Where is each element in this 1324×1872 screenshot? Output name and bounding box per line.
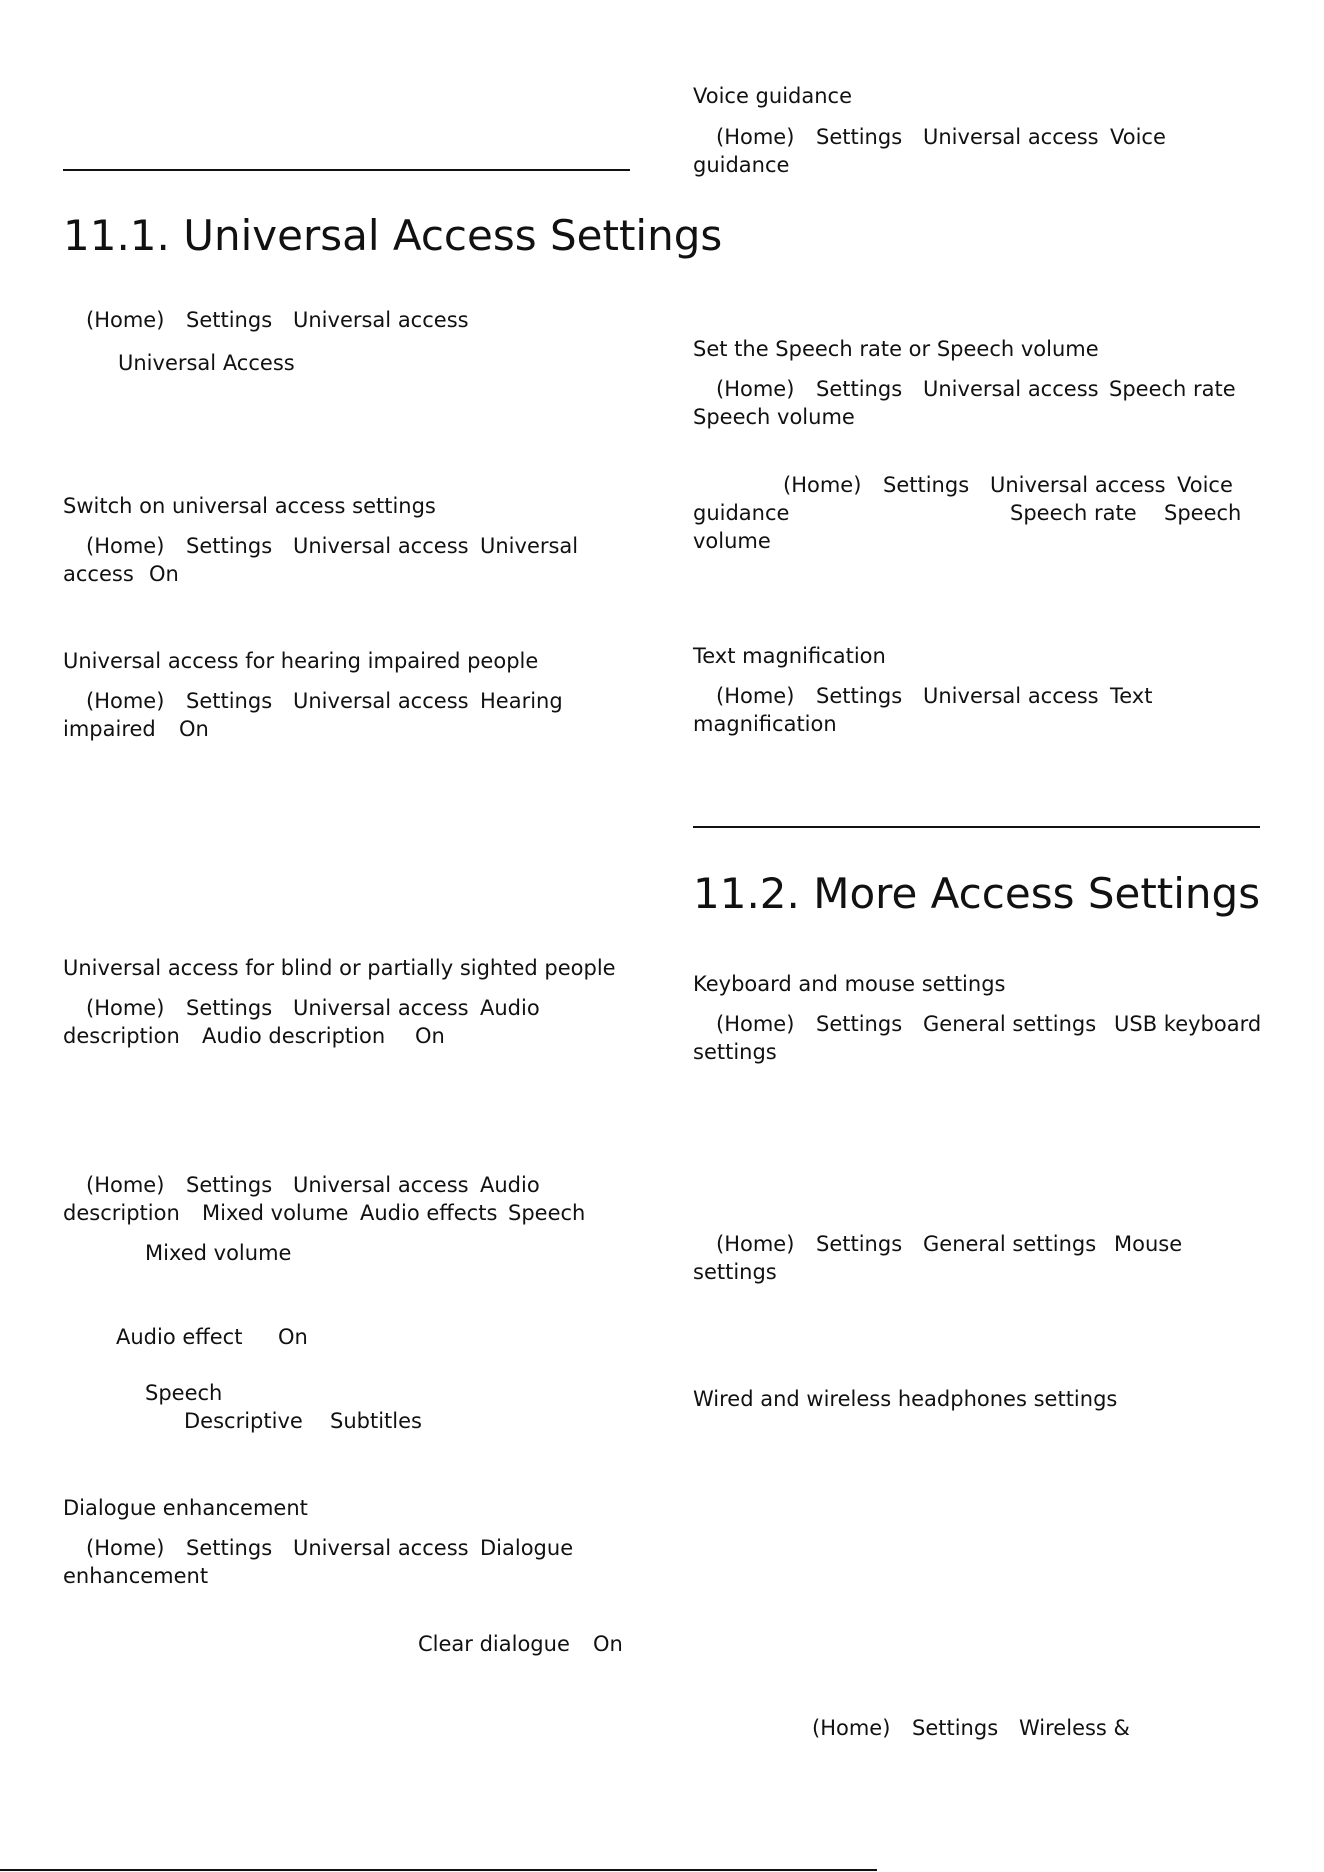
path-universal-access: Universal access (293, 1536, 469, 1560)
path-settings: Settings (816, 1232, 903, 1256)
path-home: (Home) (86, 1536, 165, 1560)
path-home: (Home) (716, 1232, 795, 1256)
path-guidance: guidance (693, 501, 790, 525)
section-title-universal-access: 11.1. Universal Access Settings (63, 211, 723, 260)
path-settings: Settings (186, 689, 273, 713)
path-settings: Settings (186, 308, 273, 332)
path-settings: Settings (186, 1173, 273, 1197)
path-universal-access: Universal access (923, 684, 1099, 708)
heading-hearing-impaired: Universal access for hearing impaired people (63, 649, 539, 673)
path-enhancement: enhancement (63, 1564, 209, 1588)
mixed-volume-label: Mixed volume (145, 1241, 292, 1265)
path-dialogue: Dialogue (480, 1536, 574, 1560)
path-universal-access: Universal access (293, 1173, 469, 1197)
path-on: On (179, 717, 209, 741)
heading-blind: Universal access for blind or partially sighted people (63, 956, 616, 980)
path-general-settings: General settings (923, 1232, 1097, 1256)
path-speech: Speech (508, 1201, 586, 1225)
path-on: On (149, 562, 179, 586)
path-usb-keyboard: USB keyboard (1114, 1012, 1262, 1036)
path-universal-access: Universal access (923, 125, 1099, 149)
path-voice: Voice (1110, 125, 1166, 149)
path-home: (Home) (86, 689, 165, 713)
path-settings: Settings (816, 125, 903, 149)
path-mouse: Mouse (1114, 1232, 1183, 1256)
clear-dialogue-label: Clear dialogue (418, 1632, 570, 1656)
heading-dialogue-enhancement: Dialogue enhancement (63, 1496, 308, 1520)
path-settings-word: settings (693, 1260, 777, 1284)
path-speech-rate: Speech rate (1109, 377, 1236, 401)
heading-keyboard-mouse: Keyboard and mouse settings (693, 972, 1006, 996)
path-speech-volume: Speech volume (693, 405, 855, 429)
path-home: (Home) (716, 684, 795, 708)
path-volume: volume (693, 529, 771, 553)
path-mixed-volume: Mixed volume (202, 1201, 349, 1225)
audio-effect-label: Audio effect (116, 1325, 243, 1349)
subtitles-label: Subtitles (330, 1409, 422, 1433)
path-wireless: Wireless & (1019, 1716, 1130, 1740)
path-settings-word: settings (693, 1040, 777, 1064)
path-universal-access: Universal access (923, 377, 1099, 401)
clear-dialogue-on: On (593, 1632, 623, 1656)
heading-text-magnification: Text magnification (693, 644, 886, 668)
path-text: Text (1110, 684, 1153, 708)
path-audio-description: Audio description (202, 1024, 386, 1048)
descriptive-label: Descriptive (184, 1409, 303, 1433)
path-hearing: Hearing (480, 689, 563, 713)
path-home: (Home) (86, 534, 165, 558)
path-home: (Home) (716, 1012, 795, 1036)
path-universal-access: Universal access (293, 534, 469, 558)
path-voice: Voice (1177, 473, 1233, 497)
path-audio: Audio (480, 996, 540, 1020)
path-universal-access: Universal access (293, 996, 469, 1020)
path-home: (Home) (716, 377, 795, 401)
path-home: (Home) (812, 1716, 891, 1740)
path-universal-access: Universal access (293, 689, 469, 713)
footer-rule (0, 1869, 877, 1871)
path-settings: Settings (816, 377, 903, 401)
heading-speech-rate: Set the Speech rate or Speech volume (693, 337, 1099, 361)
path-settings: Settings (816, 684, 903, 708)
path-home: (Home) (86, 996, 165, 1020)
path-speech: Speech (1164, 501, 1242, 525)
path-audio-effects: Audio effects (360, 1201, 498, 1225)
path-speech-rate: Speech rate (1010, 501, 1137, 525)
path-settings: Settings (186, 996, 273, 1020)
path-guidance: guidance (693, 153, 790, 177)
path-general-settings: General settings (923, 1012, 1097, 1036)
path-home: (Home) (86, 308, 165, 332)
path-settings: Settings (186, 1536, 273, 1560)
path-settings: Settings (912, 1716, 999, 1740)
heading-voice-guidance: Voice guidance (693, 84, 853, 108)
path-audio: Audio (480, 1173, 540, 1197)
section-rule-right (693, 826, 1260, 828)
path-universal-access: Universal access (990, 473, 1166, 497)
universal-access-label: Universal Access (118, 351, 295, 375)
heading-switch-on: Switch on universal access settings (63, 494, 436, 518)
section-rule-left (63, 169, 630, 171)
path-settings: Settings (186, 534, 273, 558)
path-settings: Settings (883, 473, 970, 497)
section-title-more-access: 11.2. More Access Settings (693, 869, 1261, 918)
path-magnification: magnification (693, 712, 837, 736)
path-home: (Home) (86, 1173, 165, 1197)
path-description: description (63, 1201, 180, 1225)
path-description: description (63, 1024, 180, 1048)
speech-label: Speech (145, 1381, 223, 1405)
path-on: On (415, 1024, 445, 1048)
path-impaired: impaired (63, 717, 156, 741)
heading-headphones: Wired and wireless headphones settings (693, 1387, 1118, 1411)
path-access: access (63, 562, 134, 586)
path-home: (Home) (783, 473, 862, 497)
path-universal: Universal (480, 534, 579, 558)
path-universal-access: Universal access (293, 308, 469, 332)
path-settings: Settings (816, 1012, 903, 1036)
path-home: (Home) (716, 125, 795, 149)
audio-effect-on: On (278, 1325, 308, 1349)
